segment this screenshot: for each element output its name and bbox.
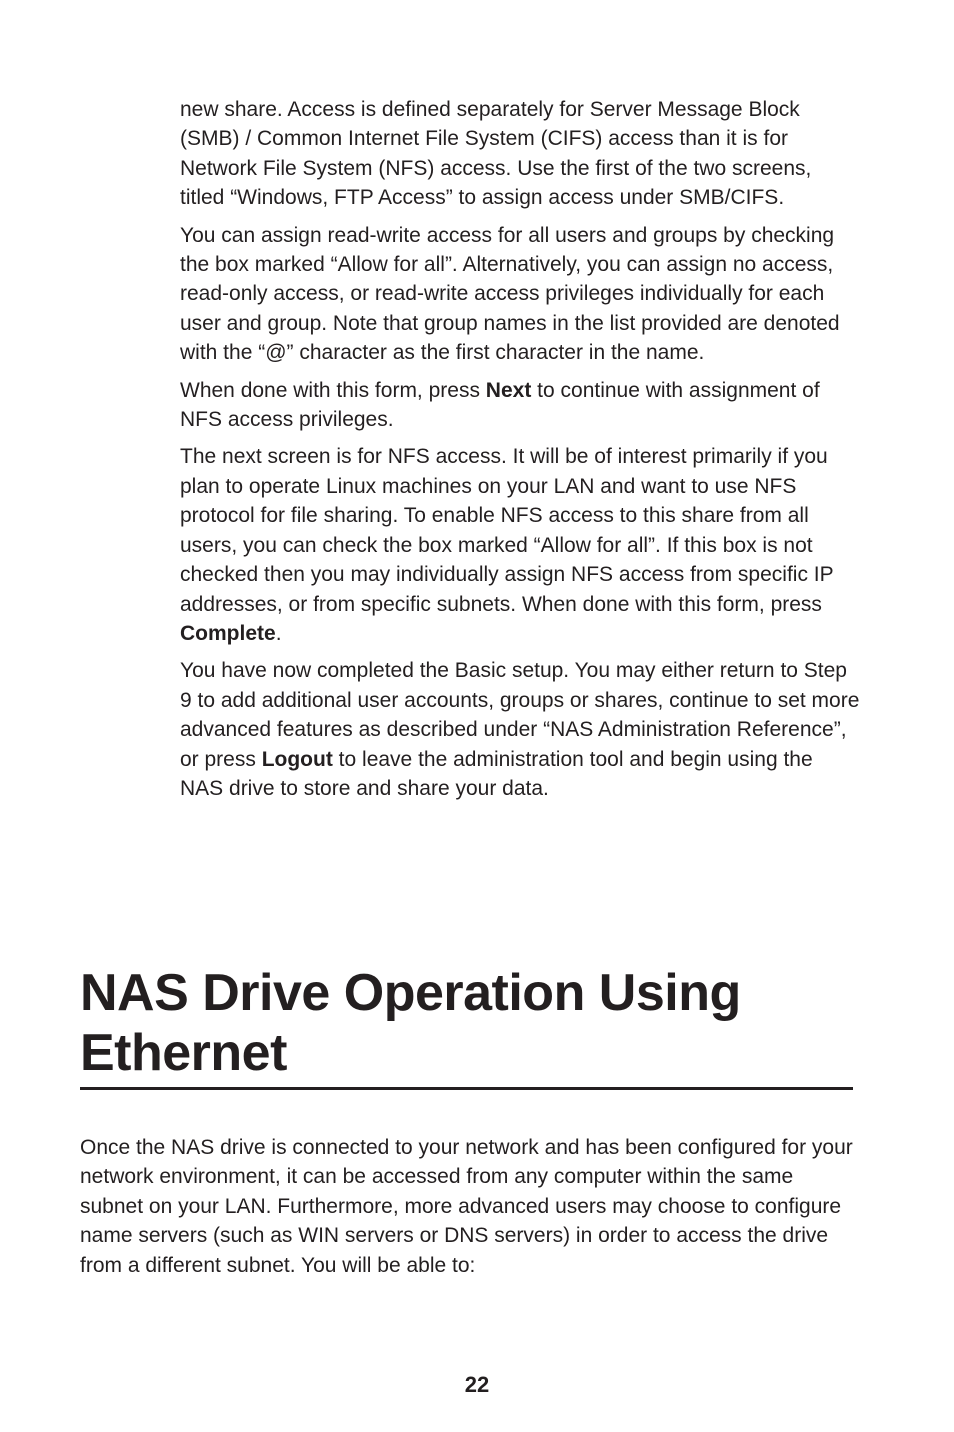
paragraph-text: to leave the administration tool and begin using the NAS drive to store and share your data. [180,747,813,800]
page-number: 22 [464,1372,490,1397]
paragraph-allow-for-all: You can assign read-write access for all users and groups by checking the box marked “Allow for all”. Alternatively, you can assign no access, read-only access, or read-write access privileges individually for each user and group. Note that group names in the list provided are denoted with the “@” character as the first character in the name. [180,223,840,365]
paragraph-text: When done with this form, press [180,378,486,402]
paragraph-smb-cifs-access: new share. Access is defined separately for Server Message Block (SMB) / Common Internet File System (CIFS) access than it is for Network File System (NFS) access. Use the first of the two screens, titled “Windows, FTP Access” to assign access under SMB/CIFS. [180,98,812,210]
paragraph-text: The next screen is for NFS access. It will be of interest primarily if you plan to operate Linux machines on your LAN and want to use NFS protocol for file sharing. To enable NFS access to this share from all users, you can check the box marked “Allow for all”. If this box is not checked then you may individually assign NFS access from specific IP addresses, or from specific subnets. When done with this form, press [180,445,834,616]
section-intro-paragraph: Once the NAS drive is connected to your network and has been configured for your network environment, it can be accessed from any computer within the same subnet on your LAN. Furthermore, more advanced users may choose to configure name servers (such as WIN servers or DNS servers) in order to access the drive from a different subnet. You will be able to: [80,1136,853,1277]
paragraph-nfs-access [180,442,860,648]
continued-text-block [180,95,860,811]
section-heading: NAS Drive Operation Using Ethernet [80,964,741,1082]
bold-term-complete: Complete [180,621,276,645]
paragraph-next-step [180,376,860,435]
bold-term-logout: Logout [261,747,333,771]
paragraph-basic-setup-complete [180,656,860,803]
paragraph-text: . [275,621,282,645]
paragraph-text: to continue with assignment of NFS access privileges. [180,378,820,432]
paragraph-text: You have now completed the Basic setup. You may either return to Step 9 to add additional user accounts, groups or shares, continue to set more advanced features as described under “NAS Administration Reference”, or press [180,659,860,771]
heading-underline-divider [80,1087,853,1090]
bold-term-next: Next [485,378,532,402]
